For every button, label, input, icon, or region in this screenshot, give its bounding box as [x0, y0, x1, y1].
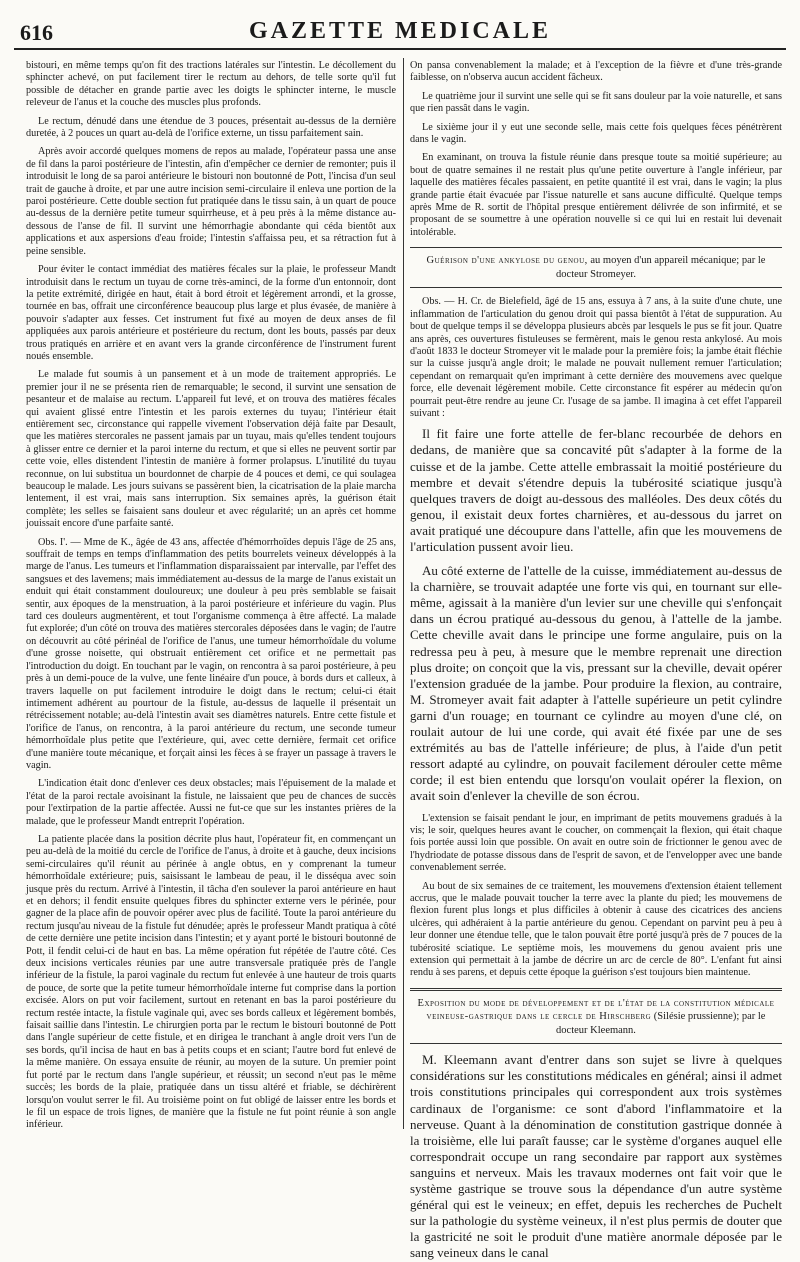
observation-paragraph: Obs. I'. — Mme de K., âgée de 43 ans, affectée d'hémorrhoïdes depuis l'âge de 25 ans, souffrait de temps en temps d'inflammation des petits bourrelets veineux développés à la marge de l'anus. Les tumeurs et l'inflammation disparaissaient par intervalle, par l'effet des sangsues et des lavemens; mais immédiatement au-dessus de la marge de l'anus existait un enduit qui était constamment douloureux; une douleur à peu près semblable se faisait sentir, aux époques de la menstruation, à la paroi postérieure et inférieure du vagin. Plus tard ces douleurs augmentèrent, et tout l'organisme commença à être affecté. La malade fut explorée; d'un côté on trouva des matières stercorales déposées dans le vagin; de l'autre on découvrit au côté périnéal de l'orifice de l'anus, une tumeur hémorrhoïdale du volume d'une grosse noisette, qui obstruait entièrement cet orifice et ne permettait pas l'introduction du doigt. En touchant par le vagin, on rencontra à sa paroi postérieure, à peu près à un demi-pouce de la vulve, une fente linéaire d'un pouce, à bords durs et calleux, à travers laquelle on put facilement introduire le doigt dans le rectum; celui-ci était intimement adhérent au pourtour de la fistule, au-dessus de laquelle il présentait un rétrécissement notable; au-delà l'intestin avait ses diamètres naturels. Entre cette fistule et l'orifice de l'anus, on rencontra, à la paroi antérieure du rectum, une seconde tumeur hémorrhoïdale plus petite que l'extérieure, qui, avec cette dernière, fermait cet orifice d'une manière toute mécanique, et forçait ainsi les fèces à se frayer un passage à travers le vagin. — [26, 536, 396, 771]
observation-paragraph: Obs. — H. Cr. de Bielefield, âgé de 15 ans, essuya à 7 ans, à la suite d'une chute, une inflammation de l'articulation du genou droit qui passa bientôt à l'état de suppuration. Au bout de quelque temps il se développa plusieurs abcès par lesquels le pus se fit jour. Quatre ans après, ces ouvertures fistuleuses se fermèrent, mais le genou resta ankylosé. Au mois d'août 1833 le docteur Stromeyer vit le malade pour la première fois; la jambe était fléchie sur la cuisse jusqu'à angle droit; le malade ne pouvait nullement remuer l'articulation; cependant on remarquait qu'en imprimant à cette dernière des mouvemens avec quelque force, elle devenait légèrement mobile. Cette circonstance fit espérer au médecin qu'on pourrait peut-être rendre au jeune Cr. l'usage de sa jambe. Il imagina à cet effet l'appareil suivant : — [410, 296, 782, 419]
paragraph: Le malade fut soumis à un pansement et à un mode de traitement appropriés. Le premier jour il ne se présenta rien de remarquable; le second, il survint une sensation de pesanteur et de malaise au rectum. L'appareil fut levé, et on trouva des matières fécales qui avaient glissé entre l'intestin et les parois externes du tuyau; l'intérieur était entièrement sec, circonstance qui rappelle vivement l'observation déjà faite par Desault, que les matières stercorales ne passent jamais par un tuyau, mais qu'elles tendent toujours à glisser entre ce dernier et la paroi interne du rectum, et que si elles ne peuvent sortir par cette voie, elles distendent l'intestin de manière à former prolapsus. L'inutilité du tuyau reconnue, on lui substitua un bourdonnet de charpie de 4 pouces et demi, ce qui soulagea beaucoup le malade. Les jours suivans se passèrent bien, la cicatrisation de la plaie marcha lentement, il est vrai, mais sans interruption. Six semaines après, la guérison était complète; les selles se faisaient sans douleur et avec régularité; un an après cet homme jouissait encore d'une parfaite santé. — [26, 369, 397, 530]
page-header — [14, 14, 786, 50]
column-divider — [403, 58, 404, 1129]
paragraph: L'extension se faisait pendant le jour, en imprimant de petits mouvemens gradués à la vis; le soir, quelques heures avant le coucher, on commençait la flexion, qui était chaque fois portée aussi loin que possible. On avait en outre soin de frictionner le genou avec de l'hydriodate de potasse dissous dans de l'esprit de savon, et de l'envelopper avec une bande convenablement serrée. — [410, 812, 782, 874]
journal-title: GAZETTE MEDICALE — [248, 18, 552, 44]
section-title-caps: Guérison d'une ankylose du genou, — [426, 255, 588, 267]
paragraph: Au bout de six semaines de ce traitement, les mouvemens d'extension étaient tellement accrus, que le malade pouvait toucher la terre avec la plante du pied; les mouvemens de flexion furent plus longs et plus difficiles à obtenir à cause des cicatrices des anciens ulcères, qui adhéraient à la partie antérieure du genou. Cependant on parvint peu à peu à leur donner une étendue telle, que le talon pouvait être porté jusqu'à près de 7 pouces de la tubérosité sciatique. Le septième mois, les mouvemens du genou avaient pris une extension qui permettait à la jambe de décrire un arc de cercle de 80°. L'enfant fut ainsi rendu à ses parens, et depuis cette époque la guérison s'est toujours bien maintenue. — [410, 880, 782, 979]
large-paragraph: Il fit faire une forte attelle de fer-blanc recourbée de dehors en dedans, de manière que sa concavité pût s'adapter à la forme de la cuisse et de la jambe. Cette attelle embrassait la moitié postérieure du membre et devait s'étendre depuis la tubérosité sciatique jusqu'à quelques travers de doigt au-dessous des malléoles. Des deux côtés du genou, il existait deux fortes charnières, et au-dessous du jarret on avait pratiqué une découpure dans l'attelle, afin que les mouvemens de l'articulation pussent avoir lieu. — [410, 426, 782, 554]
page-number: 616 — [20, 20, 53, 45]
paragraph: Le quatrième jour il survint une selle qui se fit sans douleur par la voie naturelle, et sans que rien passât dans le vagin. — [410, 90, 782, 115]
paragraph: Le sixième jour il y eut une seconde selle, mais cette fois quelques fèces pénétrèrent dans le vagin. — [410, 121, 782, 146]
left-column — [26, 60, 396, 1129]
paragraph: Pour éviter le contact immédiat des matières fécales sur la plaie, le professeur Mandt introduisit dans le rectum un tuyau de corne très-aminci, de la forme d'un entonnoir, dont la petite extrémité, dirigée en haut, était à bord étroit et légèrement arrondi, et la grosse, tournée en bas, offrait une circonférence beaucoup plus large et plus évasée, de manière à pouvoir s'adapter aux fesses. Cet instrument fut fixé au moyen de deux anses de fil appliquées aux parois antérieure et postérieure du rectum, dont les bouts, passés par deux trous pratiqués en arrière et en avant vers la grande circonférence de l'instrument furent noués ensemble. — [26, 264, 396, 362]
section-title-caps: Exposition du mode de développement et de l'état de la constitution médicale veineuse-gastrique dans le cercle de Hirschberg — [417, 997, 775, 1023]
paragraph: On pansa convenablement la malade; et à l'exception de la fièvre et d'une très-grande faiblesse, on n'observa aucun accident fâcheux. — [410, 60, 782, 84]
section-title-rest: au moyen d'un appareil mécanique; par le docteur Stromeyer. — [556, 255, 766, 280]
section-title-exposition — [410, 988, 782, 1045]
paragraph: Après avoir accordé quelques momens de repos au malade, l'opérateur passa une anse de fil dans la paroi postérieure de l'intestin, afin d'empêcher ce dernier de remonter; puis il introduisit le long de sa paroi antérieure le bistouri non boutonné de Pott, l'incisa d'un seul trait de gauche à droite, et par une autre incision semi-circulaire il enleva une portion de la paroi postérieure. Cette double section fut pratiquée dans le tissu sain, à un quart de pouce au-dessus de la dernière petite tumeur squirrheuse, et à peu près à la même distance au-dessous de l'anse de fil. Il survint une hémorrhagie abondante qui céda bientôt aux applications et aux aspersions d'eau froide; l'intestin s'affaissa peu, et sa rétraction fut à peine sensible. — [26, 146, 396, 257]
paragraph: En examinant, on trouva la fistule réunie dans presque toute sa moitié supérieure; au bout de quatre semaines il ne restait plus qu'une petite ouverture à l'angle inférieur, par laquelle des matières fécales passaient, en petite quantité il est vrai, dans le vagin; la plus grande partie était évacuée par l'issue naturelle et sans aucune difficulté. Quelque temps après Mme de R. sortit de l'hôpital presque entièrement délivrée de son infirmité, et se proposant de se soumettre à une opération nouvelle si ce qui lui en restait lui devenait intolérable. — [410, 152, 782, 238]
paragraph: bistouri, en même temps qu'on fit des tractions latérales sur l'intestin. Le décollement du sphincter achevé, on put facilement tirer le rectum au dehors, de telle sorte qu'il fut possible de détacher en grande partie avec les doigts le sphincter interne, le muscle releveur de l'anus et la couche des muscles plus profonds. — [26, 60, 396, 109]
paragraph: Le rectum, dénudé dans une étendue de 3 pouces, présentait au-dessus de la dernière duretée, à 2 pouces un quart au-delà de l'orifice externe, un tissu parfaitement sain. — [26, 115, 396, 140]
paragraph: L'indication était donc d'enlever ces deux obstacles; mais l'épuisement de la malade et l'état de la paroi rectale avoisinant la fistule, ne laissaient que peu de chances de succès pour l'extirpation de la partie affectée. Aussi ne fut-ce que sur les instantes prières de la malade, que le professeur Mandt entreprit l'opération. — [26, 778, 396, 827]
section-title-rest: (Silésie prussienne); par le docteur Kleemann. — [556, 1011, 766, 1036]
right-column — [410, 60, 782, 1261]
section-title-ankylose — [410, 247, 782, 288]
large-paragraph: Au côté externe de l'attelle de la cuisse, immédiatement au-dessus de la charnière, se trouvait adaptée une forte vis qui, en tournant sur elle-même, agissait à la manière d'un levier sur une cheville qui s'enfonçait dans un écrou pratiqué au-dessous du genou, à l'attelle de la jambe. Cette cheville avait dans le principe une forme angulaire, puis on la redressa peu à peu, à mesure que le membre reprenait une direction plus droite; on conçoit que la vis, pressant sur la cheville, devait opérer l'extension graduée de la jambe. Pour produire la flexion, au contraire, M. Stromeyer avait fait adapter à l'attelle supérieure un petit cylindre garni d'un rouage; en tournant ce cylindre au moyen d'une clé, on roulait autour de lui une corde, qui avait été fixée par une de ses extrémités au bas de l'attelle inférieure; de plus, à l'aide d'un petit ressort adapté au cylindre, on pouvait facilement dérouler cette même corde; il est bien entendu que lorsqu'on voulait opérer la flexion, on avait soin d'enlever la cheville de son écrou. — [410, 563, 782, 804]
paragraph: La patiente placée dans la position décrite plus haut, l'opérateur fit, en commençant un peu au-delà de la moitié du cercle de l'orifice de l'anus, à droite et à gauche, deux incisions semi-circulaires qu'il réunit au périnée à angle obtus, en y comprenant la tumeur hémorrhoïdale extérieure; puis, saisissant le lambeau de peau, il le disséqua avec soin jusque près du rectum. Arrivé à l'intestin, il tâcha d'en soulever la paroi antérieure en haut et en dehors; il fendit ensuite quelques fibres du sphincter externe vers le périnée, pour gagner de la place afin de pouvoir opérer avec plus de facilité. Toute la paroi antérieure du rectum jusqu'au niveau de la fistule fut dénudée; après le professeur Mandt pratiqua à côté de cette dernière une petite incision dans l'intestin; et y ayant porté le bistouri boutonné de Pott, il fendit celui-ci de haut en bas. La même opération fut répétée de l'autre côté. Ces deux incisions verticales réunies par une autre transversale pratiquée près de l'angle inférieur de la fistule, la paroi vaginale du rectum fut enlevée à une hauteur de trois quarts de pouce, de sorte que la petite tumeur hémorrhoïdale interne fut comprise dans la portion excisée. Alors on put voir facilement, surtout en retenant en bas la paroi postérieure du rectum restée intacte, la fistule vaginale qui, avec ses bords calleux et légèrement bombés, faisait saillie dans l'intestin. Le chirurgien porta par le rectum le bistouri boutonné de Pott dans l'angle supérieur de cette fistule, et en dirigea le tranchant à angle droit vers l'un de ses bords, qu'il incisa de haut en bas à petits coups et en sciant; l'autre bord fut enlevé de la même manière. On essaya ensuite de réunir, au moyen de la suture. Un premier point fut porté par le rectum dans l'angle supérieur, et réussit; un second n'eut pas le même succès; les bords de la plaie, pratiquée dans un tissu altéré et friable, se déchirèrent lorsqu'on voulut serrer le fil. Au troisième point on fut obligé de laisser entre les bords et le fil un espace de trois lignes, de manière que la fistule ne fut point réunie à son angle inférieur. — [26, 833, 396, 1131]
large-paragraph: M. Kleemann avant d'entrer dans son sujet se livre à quelques considérations sur les constitutions médicales en général; ainsi il admet trois constitutions principales qui correspondent aux trois systèmes cardinaux de l'organisme: ce sont d'abord l'inflammatoire et la nerveuse. Quant à la dénomination de constitution gastrique donnée à la troisième, elle lui paraît fausse; car le système d'organes auquel elle correspondrait occupe un rang secondaire par rapport aux systèmes sanguins et nerveux. Mais les travaux modernes ont fait voir que le système gastrique se trouve sous la dépendance d'un autre système général qui est le veineux; en effet, depuis les recherches de Puchelt sur la pathologie du système veineux, il n'est plus permis de douter que la gastricité ne soit le produit d'une matière anormale déposée par le sang veineux dans le canal — [410, 1052, 782, 1261]
